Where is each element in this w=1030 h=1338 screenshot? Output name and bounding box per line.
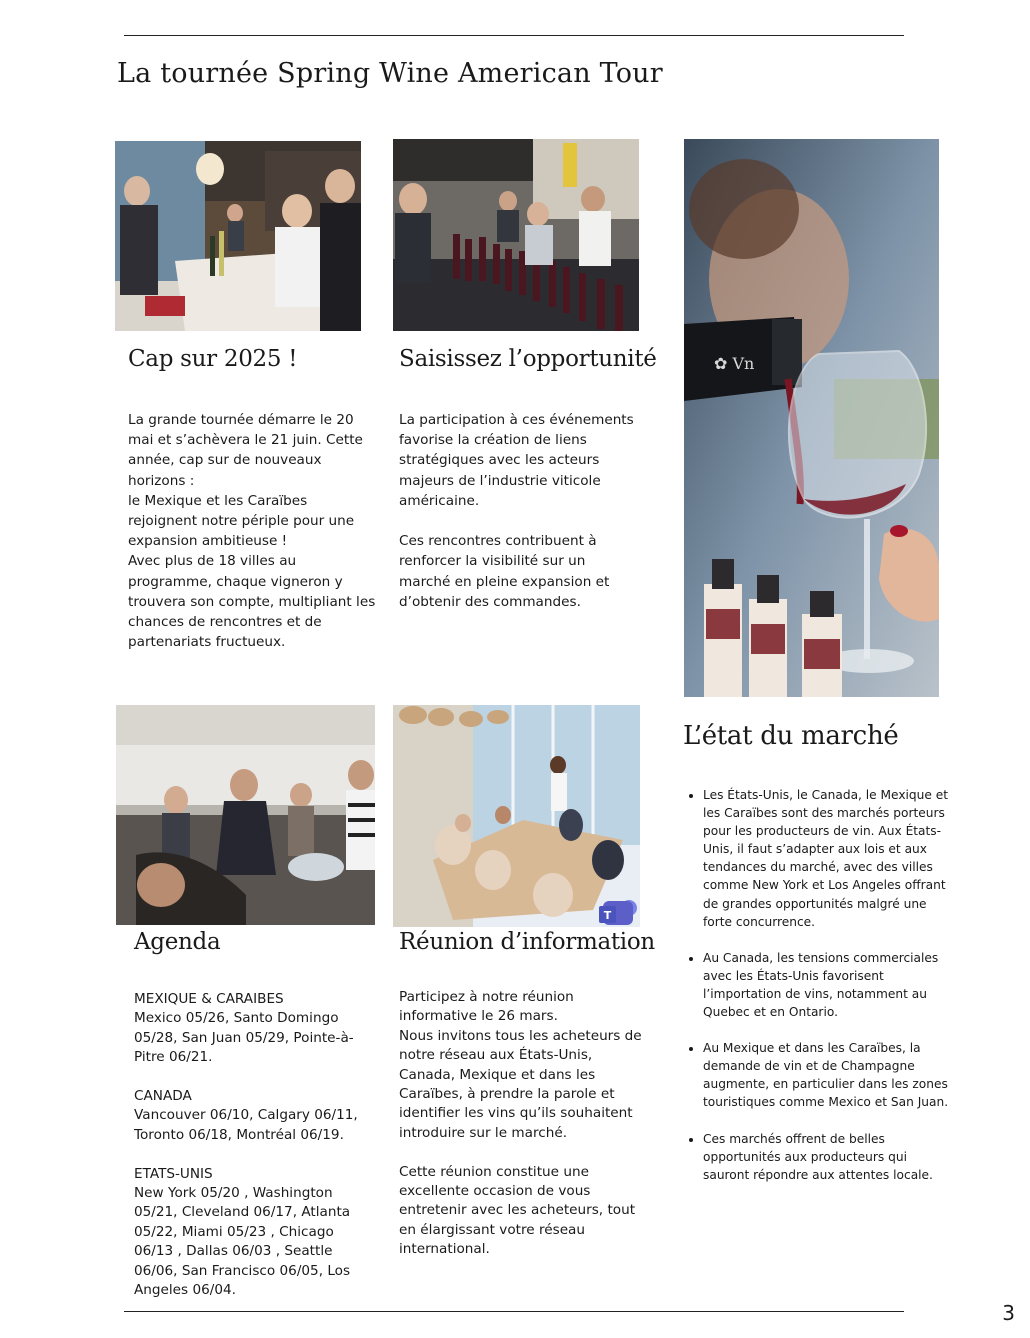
top-rule (124, 35, 904, 36)
heading-agenda: Agenda (134, 929, 221, 955)
heading-cap-sur-2025: Cap sur 2025 ! (128, 346, 298, 372)
market-bullet: • Les États-Unis, le Canada, le Mexique et les Caraïbes sont des marchés porteurs pour les producteurs de vin. Aux États-Unis, il faut s’adapter aux lois et aux tendances du marché, avec des villes comme New York et Los Angeles offrant de grandes opportunités malgré une forte concurrence. (703, 786, 951, 931)
microsoft-teams-icon (599, 900, 637, 925)
market-bullet: • Au Mexique et dans les Caraïbes, la demande de vin et de Champagne augmente, en particulier dans les zones touristiques comme Mexico et San Juan. (703, 1039, 951, 1111)
photo-meeting-room (393, 705, 640, 927)
photo-wine-tasting (393, 139, 639, 331)
heading-opportunite: Saisissez l’opportunité (399, 346, 657, 372)
text-agenda: MEXIQUE & CARAIBES Mexico 05/26, Santo Domingo 05/28, San Juan 05/29, Pointe-à-Pitre 06/21. CANADA Vancouver 06/10, Calgary 06/11, Toronto 06/18, Montréal 06/19. ETATS-UNIS New York 05/20 , Washington 05/21, Cleveland 06/17, Atlanta 05/22, Miami 05/23 , Chicago 06/13 , Dallas 06/03 , Seattle 06/06, San Francisco 06/05, Los Angeles 06/04. (134, 991, 358, 1299)
bottom-rule (124, 1311, 904, 1312)
text-opportunite: La participation à ces événements favorise la création de liens stratégiques avec les acteurs majeurs de l’industrie viticole américaine. Ces rencontres contribuent à renforcer la visibilité sur un marché en pleine expansion et d’obtenir des commandes. (399, 412, 634, 610)
market-bullet-list (689, 786, 951, 1202)
svg-text:T: T (603, 909, 612, 922)
market-bullet: • Ces marchés offrent de belles opportunités aux producteurs qui sauront répondre aux attentes locale. (703, 1130, 951, 1184)
text-reunion: Participez à notre réunion informative le 26 mars. Nous invitons tous les acheteurs de notre réseau aux États-Unis, Canada, Mexique et dans les Caraïbes, à prendre la parole et identifier les vins qu’ils souhaitent introduire sur le marché. Cette réunion constitue une excellente occasion de vous entretenir avec les acheteurs, tout en élargissant votre réseau international. (399, 989, 642, 1258)
heading-etat-du-marche: L’état du marché (683, 721, 899, 751)
photo-tasting-counter (115, 141, 361, 331)
photo-wine-pour (684, 139, 939, 697)
market-bullet: • Au Canada, les tensions commerciales avec les États-Unis favorisent l’importation de vins, notamment au Quebec et en Ontario. (703, 949, 951, 1021)
svg-text:✿ Vn: ✿ Vn (714, 354, 755, 373)
text-cap-sur-2025: La grande tournée démarre le 20 mai et s’achèvera le 21 juin. Cette année, cap sur de nouveaux horizons : le Mexique et les Caraïbes rejoignent notre périple pour une expansion ambitieuse ! Avec plus de 18 villes au programme, chaque vigneron y trouvera son compte, multipliant les chances de rencontres et de partenariats fructueux. (128, 412, 376, 651)
photo-networking-event (116, 705, 375, 925)
heading-reunion: Réunion d’information (399, 929, 655, 955)
page-title: La tournée Spring Wine American Tour (117, 58, 663, 89)
page-number: 3 (1002, 1301, 1015, 1325)
